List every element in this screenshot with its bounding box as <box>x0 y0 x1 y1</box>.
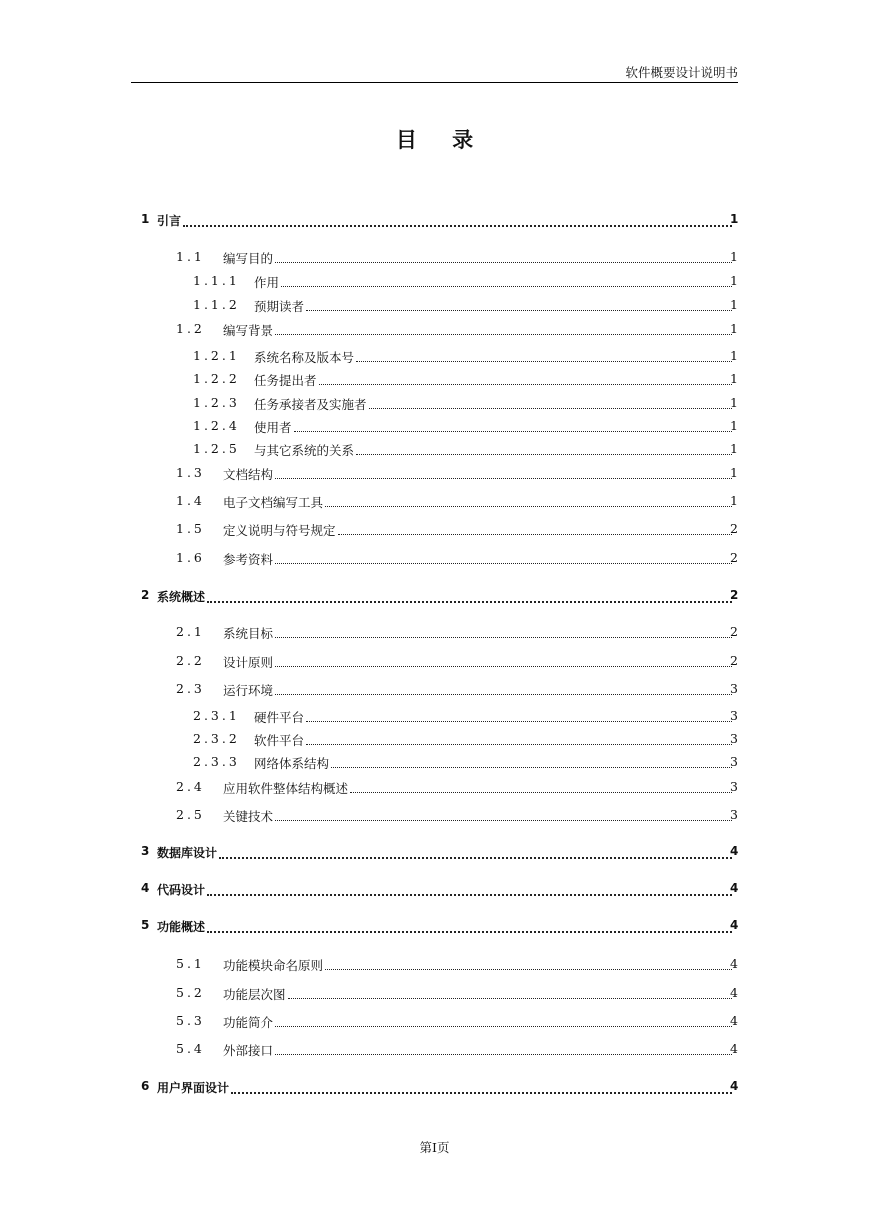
toc-entry-page: 2 <box>730 588 739 602</box>
toc-entry-label: 功能层次图 <box>223 987 286 1002</box>
toc-entry-number: 2.3.2 <box>193 731 240 746</box>
toc-leader-dots <box>275 334 732 335</box>
toc-entry-page: 2 <box>730 521 738 536</box>
toc-entry-page: 1 <box>730 395 738 410</box>
toc-entry-number: 6 <box>141 1079 150 1093</box>
toc-leader-dots <box>325 969 732 970</box>
toc-entry-label: 设计原则 <box>223 655 274 670</box>
toc-entry-number: 1.2.5 <box>193 441 240 456</box>
toc-entry-label: 网络体系结构 <box>254 756 330 771</box>
toc-leader-dots <box>338 534 732 535</box>
toc-entry[interactable] <box>0 681 869 699</box>
toc-entry-number: 1.4 <box>176 493 205 508</box>
toc-entry-label: 硬件平台 <box>254 710 305 725</box>
toc-entry-label: 关键技术 <box>223 809 274 824</box>
toc-entry-label: 定义说明与符号规定 <box>223 523 336 538</box>
toc-entry-label: 引言 <box>157 214 182 228</box>
toc-entry-number: 1.1 <box>176 249 205 264</box>
toc-entry-label: 数据库设计 <box>157 846 218 860</box>
toc-entry-label: 编写背景 <box>223 323 274 338</box>
toc-leader-dots <box>306 744 732 745</box>
toc-entry-label: 预期读者 <box>254 299 305 314</box>
toc-entry[interactable] <box>0 395 869 413</box>
toc-entry[interactable] <box>0 807 869 825</box>
toc-entry-label: 与其它系统的关系 <box>254 443 355 458</box>
toc-entry-label: 使用者 <box>254 420 292 435</box>
toc-entry[interactable] <box>0 212 869 230</box>
toc-leader-dots <box>331 767 732 768</box>
toc-leader-dots <box>275 1026 732 1027</box>
toc-leader-dots <box>288 998 732 999</box>
toc-leader-dots <box>275 666 732 667</box>
toc-entry[interactable] <box>0 1079 869 1097</box>
toc-entry-label: 软件平台 <box>254 733 305 748</box>
toc-entry-label: 用户界面设计 <box>157 1081 230 1095</box>
toc-entry-label: 电子文档编写工具 <box>223 495 324 510</box>
toc-entry-page: 1 <box>730 249 738 264</box>
toc-entry-label: 编写目的 <box>223 251 274 266</box>
toc-entry-number: 1.2.1 <box>193 348 240 363</box>
toc-leader-dots <box>356 361 732 362</box>
toc-entry-number: 2.3.3 <box>193 754 240 769</box>
toc-entry-page: 2 <box>730 550 738 565</box>
toc-leader-dots <box>319 384 732 385</box>
toc-entry[interactable] <box>0 321 869 339</box>
toc-entry-number: 1.5 <box>176 521 205 536</box>
toc-entry-number: 1.6 <box>176 550 205 565</box>
toc-entry-number: 2.2 <box>176 653 205 668</box>
toc-leader-dots <box>325 506 732 507</box>
toc-entry-page: 1 <box>730 321 738 336</box>
toc-entry[interactable] <box>0 550 869 568</box>
toc-entry-label: 应用软件整体结构概述 <box>223 781 349 796</box>
toc-entry-number: 1.3 <box>176 465 205 480</box>
toc-leader-dots <box>306 721 732 722</box>
toc-entry-page: 2 <box>730 624 738 639</box>
toc-entry-page: 1 <box>730 348 738 363</box>
toc-entry-number: 2.3.1 <box>193 708 240 723</box>
toc-entry[interactable] <box>0 881 869 899</box>
toc-entry-page: 4 <box>730 881 739 895</box>
toc-leader-dots <box>275 563 732 564</box>
toc-entry[interactable] <box>0 1041 869 1059</box>
toc-entry-page: 1 <box>730 371 738 386</box>
toc-entry[interactable] <box>0 779 869 797</box>
toc-entry[interactable] <box>0 371 869 389</box>
toc-entry-page: 4 <box>730 844 739 858</box>
toc-leader-dots <box>275 1054 732 1055</box>
page-header <box>131 60 738 83</box>
toc-entry[interactable] <box>0 418 869 436</box>
toc-entry-label: 功能简介 <box>223 1015 274 1030</box>
toc-entry[interactable] <box>0 441 869 459</box>
toc-leader-dots <box>207 931 732 933</box>
toc-entry[interactable] <box>0 521 869 539</box>
toc-leader-dots <box>183 225 732 227</box>
toc-entry[interactable] <box>0 588 869 606</box>
toc-leader-dots <box>231 1092 732 1094</box>
toc-entry[interactable] <box>0 1013 869 1031</box>
toc-entry-number: 1.2.3 <box>193 395 240 410</box>
toc-entry-number: 5 <box>141 918 150 932</box>
toc-entry[interactable] <box>0 708 869 726</box>
toc-entry-page: 3 <box>730 754 738 769</box>
toc-entry[interactable] <box>0 653 869 671</box>
toc-leader-dots <box>281 286 732 287</box>
toc-entry[interactable] <box>0 249 869 267</box>
toc-entry-number: 2.1 <box>176 624 205 639</box>
toc-entry-page: 3 <box>730 779 738 794</box>
toc-entry-label: 任务承接者及实施者 <box>254 397 367 412</box>
document-title: 软件概要设计说明书 <box>625 65 738 80</box>
toc-entry[interactable] <box>0 493 869 511</box>
toc-entry-page: 1 <box>730 493 738 508</box>
toc-entry-number: 2.5 <box>176 807 205 822</box>
toc-entry-label: 运行环境 <box>223 683 274 698</box>
toc-entry[interactable] <box>0 985 869 1003</box>
toc-entry-label: 功能概述 <box>157 920 206 934</box>
toc-entry-page: 1 <box>730 297 738 312</box>
toc-entry-label: 系统名称及版本号 <box>254 350 355 365</box>
toc-entry-page: 4 <box>730 1079 739 1093</box>
toc-entry-number: 1.2.4 <box>193 418 240 433</box>
toc-entry-page: 3 <box>730 681 738 696</box>
toc-entry-number: 5.1 <box>176 956 205 971</box>
toc-entry-label: 代码设计 <box>157 883 206 897</box>
toc-entry-label: 参考资料 <box>223 552 274 567</box>
toc-leader-dots <box>294 431 732 432</box>
toc-entry-number: 1.2 <box>176 321 205 336</box>
toc-leader-dots <box>306 310 732 311</box>
toc-entry[interactable] <box>0 624 869 642</box>
toc-entry-number: 2.4 <box>176 779 205 794</box>
toc-leader-dots <box>275 478 732 479</box>
page-number: 第I页 <box>419 1140 450 1155</box>
toc-entry-page: 4 <box>730 956 738 971</box>
toc-entry-page: 1 <box>730 212 739 226</box>
toc-entry-page: 3 <box>730 807 738 822</box>
toc-entry-page: 4 <box>730 1013 738 1028</box>
toc-title: 目 录 <box>395 127 488 152</box>
toc-leader-dots <box>275 637 732 638</box>
toc-leader-dots <box>275 694 732 695</box>
toc-leader-dots <box>356 454 732 455</box>
toc-entry[interactable] <box>0 844 869 862</box>
toc-entry-label: 作用 <box>254 275 280 290</box>
toc-entry-label: 文档结构 <box>223 467 274 482</box>
toc-leader-dots <box>207 601 732 603</box>
toc-entry-number: 2.3 <box>176 681 205 696</box>
toc-leader-dots <box>207 894 732 896</box>
toc-entry-number: 3 <box>141 844 150 858</box>
toc-entry[interactable] <box>0 465 869 483</box>
toc-leader-dots <box>350 792 732 793</box>
toc-entry-number: 5.2 <box>176 985 205 1000</box>
toc-entry-page: 3 <box>730 731 738 746</box>
toc-entry-label: 任务提出者 <box>254 373 317 388</box>
toc-entry-page: 4 <box>730 1041 738 1056</box>
toc-entry[interactable] <box>0 754 869 772</box>
toc-entry-label: 外部接口 <box>223 1043 274 1058</box>
toc-entry-number: 1 <box>141 212 150 226</box>
toc-entry-label: 功能模块命名原则 <box>223 958 324 973</box>
toc-entry[interactable] <box>0 348 869 366</box>
toc-entry-number: 1.1.2 <box>193 297 240 312</box>
toc-entry-number: 1.2.2 <box>193 371 240 386</box>
toc-entry[interactable] <box>0 918 869 936</box>
toc-entry-page: 1 <box>730 465 738 480</box>
toc-entry-number: 5.4 <box>176 1041 205 1056</box>
toc-entry-number: 2 <box>141 588 150 602</box>
toc-entry[interactable] <box>0 956 869 974</box>
toc-leader-dots <box>275 820 732 821</box>
toc-entry-label: 系统目标 <box>223 626 274 641</box>
toc-entry[interactable] <box>0 731 869 749</box>
toc-entry-number: 5.3 <box>176 1013 205 1028</box>
toc-entry-page: 4 <box>730 918 739 932</box>
toc-entry[interactable] <box>0 273 869 291</box>
toc-entry-page: 4 <box>730 985 738 1000</box>
toc-leader-dots <box>219 857 732 859</box>
toc-entry-number: 4 <box>141 881 150 895</box>
toc-entry-page: 1 <box>730 273 738 288</box>
toc-entry-page: 1 <box>730 441 738 456</box>
toc-leader-dots <box>369 408 732 409</box>
toc-leader-dots <box>275 262 732 263</box>
toc-entry-number: 1.1.1 <box>193 273 240 288</box>
toc-entry-page: 1 <box>730 418 738 433</box>
toc-entry[interactable] <box>0 297 869 315</box>
toc-entry-label: 系统概述 <box>157 590 206 604</box>
toc-entry-page: 3 <box>730 708 738 723</box>
toc-entry-page: 2 <box>730 653 738 668</box>
